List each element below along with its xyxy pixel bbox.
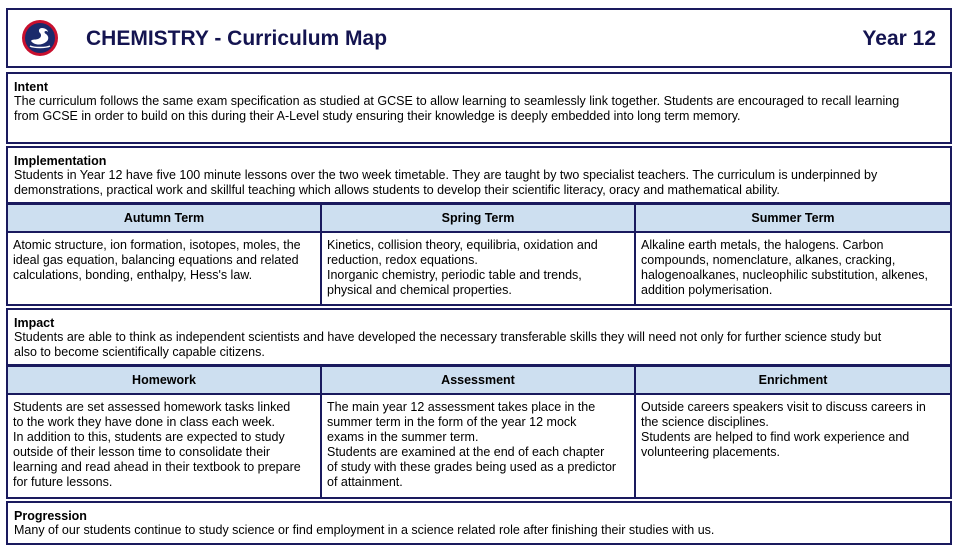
intent-title: Intent <box>14 80 49 94</box>
page-header <box>6 8 952 68</box>
progression-text: Many of our students continue to study science or find employment in a science related role after finishing their studies with us. <box>14 523 715 537</box>
homework-content: Students are set assessed homework tasks linked to the work they have done in class each week. In addition to this, students are expected to study outside of their lesson time to consolidate their learning and read ahead in their textbook to prepare for future lessons. <box>6 393 322 499</box>
implementation-title: Implementation <box>14 154 107 168</box>
summer-term-content: Alkaline earth metals, the halogens. Carbon compounds, nomenclature, alkanes, cracking, halogenoalkanes, nucleophilic substitution, alkenes, addition polymerisation. <box>634 231 952 306</box>
implementation-section <box>6 146 952 204</box>
year-label: Year 12 <box>862 27 936 50</box>
implementation-text: Students in Year 12 have five 100 minute lessons over the two week timetable. They are taught by two specialist teachers. The curriculum is underpinned by demonstrations, practical work and skillful teaching which allows students to develop their scientific literacy, oracy and mathematical ability. <box>14 168 878 197</box>
swan-crest-logo <box>21 19 59 57</box>
impact-title: Impact <box>14 316 55 330</box>
assessment-heading: Assessment <box>320 365 636 395</box>
intent-text: The curriculum follows the same exam specification as studied at GCSE to allow learning to seamlessly link together. Students are encouraged to recall learning from GCSE in order to build on this during their A-Level study ensuring their knowledge is deeply embedded into long term memory. <box>14 94 900 123</box>
spring-term-content: Kinetics, collision theory, equilibria, oxidation and reduction, redox equations. Inorganic chemistry, periodic table and trends, physical and chemical properties. <box>320 231 636 306</box>
enrichment-content: Outside careers speakers visit to discuss careers in the science disciplines. Students are helped to find work experience and volunteering placements. <box>634 393 952 499</box>
autumn-term-content: Atomic structure, ion formation, isotopes, moles, the ideal gas equation, balancing equations and related calculations, bonding, enthalpy, Hess's law. <box>6 231 322 306</box>
autumn-term-heading: Autumn Term <box>6 203 322 233</box>
impact-section <box>6 308 952 366</box>
enrichment-heading: Enrichment <box>634 365 952 395</box>
homework-heading: Homework <box>6 365 322 395</box>
progression-title: Progression <box>14 509 87 523</box>
intent-section <box>6 72 952 144</box>
assessment-content: The main year 12 assessment takes place in the summer term in the form of the year 12 mock exams in the summer term. Students are examined at the end of each chapter of study with these grades being used as a predictor of attainment. <box>320 393 636 499</box>
summer-term-heading: Summer Term <box>634 203 952 233</box>
page-title: CHEMISTRY - Curriculum Map <box>86 27 388 50</box>
spring-term-heading: Spring Term <box>320 203 636 233</box>
progression-section <box>6 501 952 545</box>
impact-text: Students are able to think as independent scientists and have developed the necessary transferable skills they will need not only for further science study but also to become scientifically capable citizens. <box>14 330 882 359</box>
